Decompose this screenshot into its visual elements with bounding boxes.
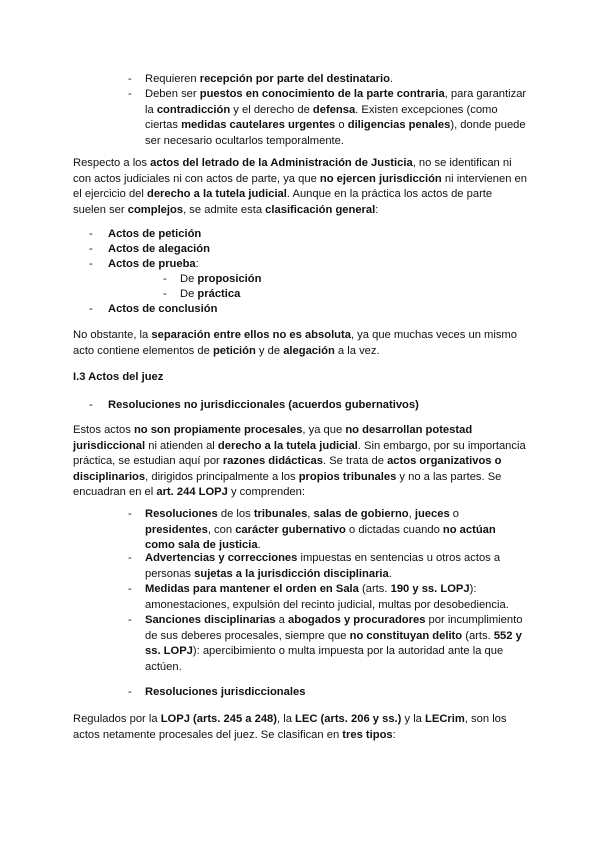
bold-text: 190 y ss. LOPJ [390,583,470,595]
list-item-text [145,507,528,554]
list-item-text [145,582,528,613]
bullet-dash: - [89,399,93,411]
text-run: . Aunque en la práctica los actos de parte suelen ser [73,188,493,216]
text-run: o dictadas cuando [345,523,443,536]
bold-text: tribunales [253,508,308,520]
list-item-text [108,302,508,318]
list-item-text [108,257,508,273]
section-heading: I.3 Actos del juez [73,371,164,383]
bold-text: art. 244 LOPJ [156,486,228,499]
text-run: , se admite esta [183,203,266,216]
text-run: o [335,119,348,132]
bold-text: práctica [197,288,241,300]
text-run: Regulados por la [73,713,161,725]
bold-text: presidentes [145,523,208,536]
subheading-no-jurisdiccionales: Resoluciones no jurisdiccionales (acuerdos gubernativos) [108,399,419,411]
bold-text: no constituyan delito [349,629,463,642]
list-item-text [108,242,508,258]
bold-text: Resoluciones [145,508,218,520]
bold-text: 552 y ss. LOPJ [145,629,522,658]
bold-text: Actos de conclusión [108,303,218,315]
paragraph-gubernativos [73,423,528,501]
text-run: . Existen excepciones (como ciertas [145,103,498,132]
bold-text: LOPJ (arts. 245 a 248) [160,713,277,725]
bullet-dash: - [128,614,132,626]
bold-text: separación entre ellos no es absoluta [151,329,351,341]
list-item-text [180,287,480,303]
text-run: , con [207,523,236,536]
bullet-dash: - [163,288,167,300]
bold-text: no actúan como sala de justicia [145,523,496,552]
text-run: y comprenden: [227,486,305,499]
text-run: , para garantizar la [145,88,527,116]
text-run: a la vez. [334,344,380,357]
bullet-dash: - [89,243,93,255]
bold-text: tres tipos [342,728,393,741]
text-run: Requieren [145,73,200,85]
text-run: Deben ser [145,88,200,100]
text-run: y la [401,713,426,725]
bold-text: medidas cautelares urgentes [181,119,336,132]
text-run: : [375,203,379,216]
bold-text: jueces [414,508,450,520]
bullet-dash: - [128,73,132,85]
text-run: ), donde puede ser necesario ocultarlos temporalmente. [145,119,526,147]
bold-text: clasificación general [265,203,376,216]
text-run: , [307,508,314,520]
text-run: o [449,508,460,520]
list-item-text [180,272,480,288]
text-run: (arts. [358,583,391,595]
text-run: De [180,288,198,300]
bold-text: complejos [127,203,184,216]
bold-text: propios tribunales [298,470,397,483]
bold-text: puestos en conocimiento de la parte contraria [199,88,445,100]
text-run: : [195,258,199,270]
bullet-dash: - [128,583,132,595]
bullet-dash: - [89,258,93,270]
text-run: por incumplimiento de sus deberes procesales, siempre que [145,614,523,642]
bold-text: razones didácticas [222,455,323,468]
paragraph-jurisdiccionales [73,712,528,743]
list-item-text [145,72,528,88]
bold-text: Actos de petición [108,228,202,240]
text-run: ni intervienen en el ejercicio del [73,172,527,201]
text-run: impuestas en sentencias u otros actos a personas [145,552,501,580]
text-run: No obstante, la [73,329,152,341]
text-run: . [257,539,261,552]
text-run: de los [217,508,254,520]
bold-text: no desarrollan potestad jurisdiccional [73,424,473,452]
text-run: y el derecho de [230,103,313,116]
bold-text: alegación [283,344,335,357]
text-run: . [388,567,392,580]
bullet-dash: - [128,88,132,100]
bold-text: actos del letrado de la Administración de Justicia [150,157,413,169]
text-run: a [275,614,289,626]
bold-text: defensa [312,103,356,116]
bold-text: Medidas para mantener el orden en Sala [145,583,359,595]
bold-text: actos organizativos o disciplinarios [73,455,502,483]
bold-text: no son propiamente procesales [133,424,303,436]
text-run: ni atienden al [145,439,218,452]
bold-text: salas de gobierno [313,508,409,520]
subheading-jurisdiccionales: Resoluciones jurisdiccionales [145,686,306,698]
text-run: , [408,508,415,520]
text-run: ): apercibimiento o multa impuesta por la autoridad ante la que actúen. [145,645,504,673]
bold-text: Actos de prueba [108,258,196,270]
paragraph-separacion [73,328,528,359]
bullet-dash: - [128,552,132,564]
bold-text: carácter gubernativo [235,523,346,536]
bold-text: derecho a la tutela judicial [217,439,358,452]
text-run: y no a las partes. Se encuadran en el [73,470,502,499]
text-run: , no se identifican ni con actos judiciales ni con actos de parte, ya que [73,157,512,185]
bullet-dash: - [89,228,93,240]
bullet-dash: - [128,686,132,698]
bold-text: diligencias penales [347,119,451,132]
bold-text: Advertencias y correcciones [145,552,298,564]
text-run: . Sin embargo, por su importancia práctica, se estudian aquí por [73,439,526,468]
bold-text: proposición [197,273,262,285]
text-run: y de [255,344,284,357]
bold-text: sujetas a la jurisdicción disciplinaria [194,567,389,580]
text-run: , ya que [302,424,346,436]
bullet-dash: - [89,303,93,315]
list-item-text [145,613,528,675]
text-run: Respecto a los [73,157,151,169]
bold-text: Sanciones disciplinarias [145,614,276,626]
list-item-text [108,227,508,243]
text-run: : [392,728,396,741]
text-run: Estos actos [73,424,134,436]
bold-text: LEC (arts. 206 y ss.) [295,713,402,725]
text-run: De [180,273,198,285]
bullet-dash: - [128,508,132,520]
paragraph-letrado [73,156,528,218]
bold-text: derecho a la tutela judicial [147,188,287,201]
bold-text: petición [212,344,256,357]
list-item-text [145,87,528,149]
bold-text: contradicción [156,103,231,116]
bold-text: recepción por parte del destinatario [199,73,390,85]
text-run: , ya que muchas veces un mismo acto contiene elementos de [73,329,517,357]
text-run: , la [277,713,296,725]
list-item-text [145,551,528,582]
text-run: . Se trata de [323,455,388,468]
text-run: , dirigidos principalmente a los [145,470,299,483]
bold-text: no ejercen jurisdicción [319,172,442,185]
bullet-dash: - [163,273,167,285]
text-run: , son los actos netamente procesales del juez. Se clasifican en [73,713,507,741]
text-run: (arts. [462,629,494,642]
bold-text: Actos de alegación [108,243,210,255]
bold-text: abogados y procuradores [288,614,426,626]
text-run: . [389,73,394,85]
text-run: ): amonestaciones, expulsión del recinto judicial, multas por desobediencia. [145,583,509,611]
bold-text: LECrim [425,713,465,725]
